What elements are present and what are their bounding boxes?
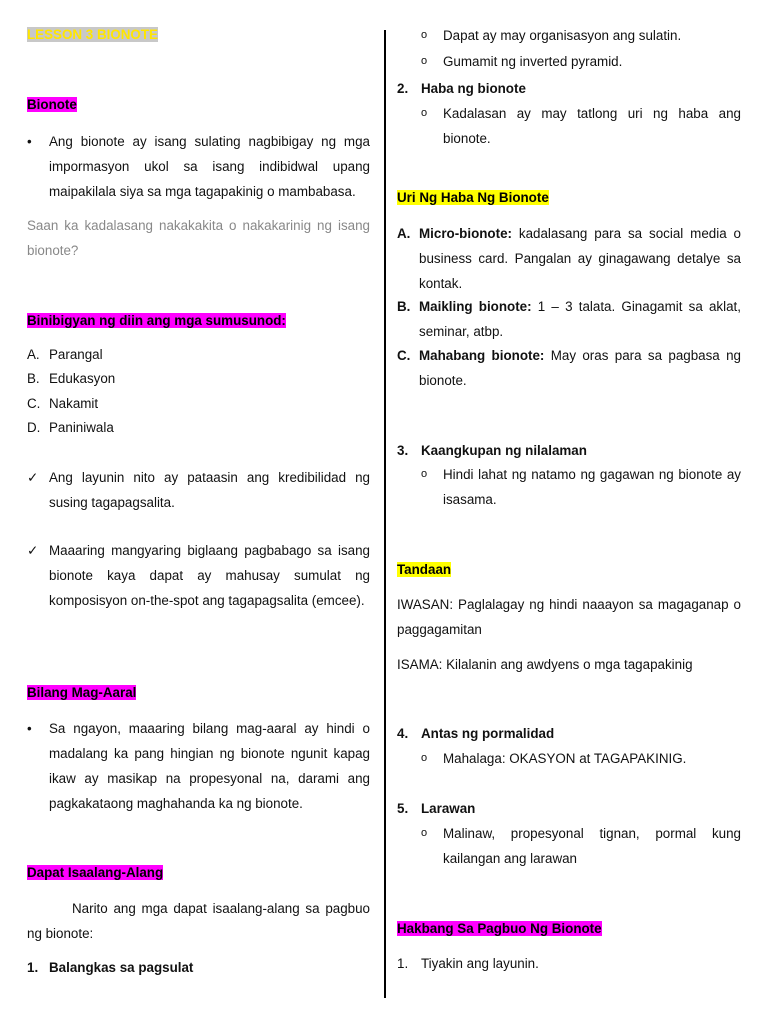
numbered-item: 2. Haba ng bionote — [397, 81, 526, 96]
checkmark-icon: ✓ — [27, 543, 39, 558]
circle-bullet-icon: o — [421, 468, 428, 480]
list-item: A. Parangal — [27, 347, 103, 362]
numbered-item: 1. Balangkas sa pagsulat — [27, 960, 194, 975]
list-item: A. Micro-bionote: kadalasang para sa social media o business card. Pangalan ay ginagawang detalye sa kontak. — [397, 226, 741, 291]
heading-bilang: Bilang Mag-Aaral — [27, 685, 137, 700]
list-item: ✓ Maaaring mangyaring biglaang pagbabago sa isang bionote kaya dapat ay mahusay sumulat ng komposisyon on-the-spot ang tagapagsalita (emcee). — [27, 538, 370, 613]
bullet-icon: • — [27, 134, 32, 149]
circle-bullet-icon: o — [421, 827, 428, 839]
list-item: ✓ Ang layunin nito ay pataasin ang kredibilidad ng susing tagapagsalita. — [27, 465, 370, 515]
list-item: o Gumamit ng inverted pyramid. — [397, 49, 741, 74]
circle-bullet-icon: o — [421, 107, 428, 119]
isama-text: ISAMA: Kilalanin ang awdyens o mga tagapakinig — [397, 657, 693, 672]
heading-binibigyan: Binibigyan ng diin ang mga sumusunod: — [27, 313, 286, 328]
list-item: o Mahalaga: OKASYON at TAGAPAKINIG. — [397, 746, 741, 771]
heading-hakbang: Hakbang Sa Pagbuo Ng Bionote — [397, 921, 602, 936]
heading-bionote: Bionote — [27, 97, 77, 112]
question-text: Saan ka kadalasang nakakakita o nakakarinig ng isang bionote? — [27, 218, 370, 258]
list-item: o Hindi lahat ng natamo ng gagawan ng bionote ay isasama. — [397, 462, 741, 512]
numbered-item: 1. Tiyakin ang layunin. — [397, 956, 539, 971]
list-item: o Malinaw, propesyonal tignan, pormal kung kailangan ang larawan — [397, 821, 741, 871]
iwasan-text: IWASAN: Paglalagay ng hindi naaayon sa magaganap o paggagamitan — [397, 597, 741, 637]
list-item: C. Mahabang bionote: May oras para sa pagbasa ng bionote. — [397, 348, 741, 388]
column-divider — [384, 30, 386, 998]
circle-bullet-icon: o — [421, 752, 428, 764]
list-item: o Dapat ay may organisasyon ang sulatin. — [397, 23, 741, 48]
list-item: D. Paniniwala — [27, 420, 114, 435]
numbered-item: 5. Larawan — [397, 801, 476, 816]
circle-bullet-icon: o — [421, 55, 428, 67]
heading-tandaan: Tandaan — [397, 562, 452, 577]
list-item: B. Maikling bionote: 1 – 3 talata. Ginagamit sa aklat, seminar, atbp. — [397, 299, 741, 339]
list-item: • Sa ngayon, maaaring bilang mag-aaral ay hindi o madalang ka pang hingian ng bionote ngunit kapag ikaw ay masikap na propesyonal na, darami ang pagkakataong maghahanda ka ng bionote. — [27, 716, 370, 816]
checkmark-icon: ✓ — [27, 470, 39, 485]
lesson-title: LESSON 3 BIONOTE — [27, 27, 158, 42]
circle-bullet-icon: o — [421, 29, 428, 41]
numbered-item: 3. Kaangkupan ng nilalaman — [397, 443, 587, 458]
numbered-item: 4. Antas ng pormalidad — [397, 726, 555, 741]
list-item: • Ang bionote ay isang sulating nagbibigay ng mga impormasyon ukol sa isang indibidwal upang maipakilala siya sa mga tagapakinig o mambabasa. — [27, 129, 370, 204]
list-item: B. Edukasyon — [27, 371, 116, 386]
dapat-paragraph: Narito ang mga dapat isaalang-alang sa pagbuo ng bionote: — [27, 901, 370, 941]
heading-dapat: Dapat Isaalang-Alang — [27, 865, 164, 880]
list-item: C. Nakamit — [27, 396, 99, 411]
list-item: o Kadalasan ay may tatlong uri ng haba ang bionote. — [397, 101, 741, 151]
bullet-icon: • — [27, 721, 32, 736]
heading-uri: Uri Ng Haba Ng Bionote — [397, 190, 549, 205]
